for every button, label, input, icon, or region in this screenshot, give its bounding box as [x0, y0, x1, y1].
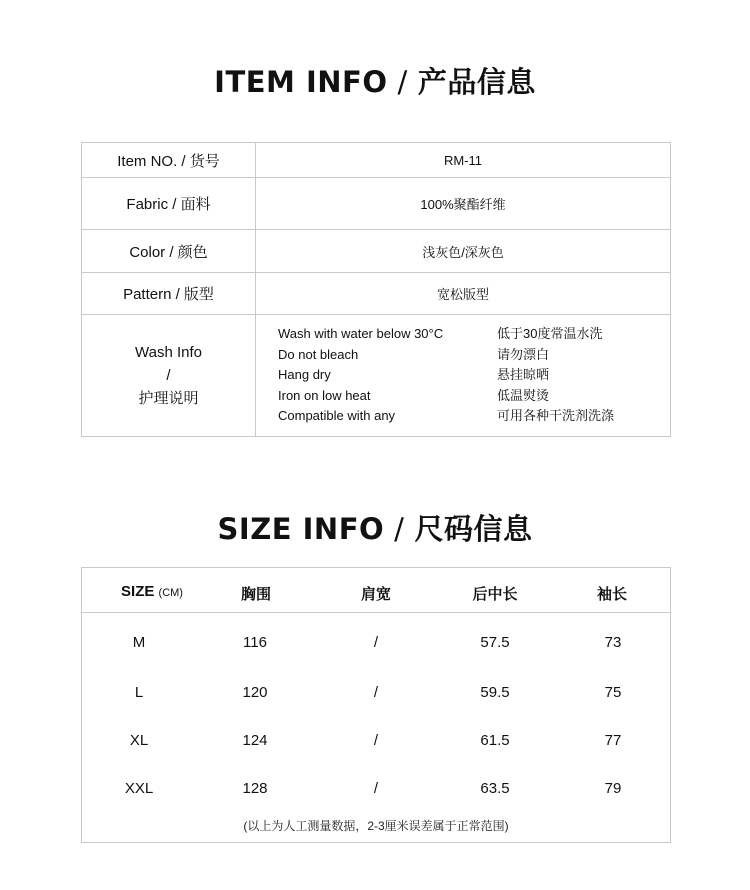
size-info-title-en: SIZE INFO	[217, 512, 385, 546]
size-info-title-separator: /	[394, 512, 405, 546]
header-length: 后中长	[472, 586, 518, 603]
shoulder-cell: /	[373, 634, 379, 651]
chest-cell: 116	[243, 634, 267, 651]
length-cell: 61.5	[480, 732, 510, 749]
wash-info-label	[82, 315, 256, 436]
wash-instruction-en: Iron on low heat	[278, 387, 371, 403]
wash-instruction-cn: 请勿漂白	[497, 346, 550, 362]
size-row	[82, 684, 670, 704]
size-row	[82, 780, 670, 800]
pattern-label: Pattern / 版型	[82, 273, 256, 314]
size-cell: XL	[129, 732, 149, 749]
shoulder-cell: /	[373, 732, 379, 749]
header-chest: 胸围	[240, 586, 272, 603]
sleeve-cell: 79	[604, 780, 622, 797]
wash-info-label-cn: 护理说明	[138, 390, 199, 407]
item-info-title	[0, 60, 750, 101]
wash-info-label-separator: /	[166, 367, 171, 384]
length-cell: 59.5	[480, 684, 510, 701]
wash-instruction-en: Wash with water below 30°C	[278, 326, 444, 342]
size-info-title-cn: 尺码信息	[414, 512, 533, 546]
sleeve-cell: 73	[604, 634, 622, 651]
wash-info-value	[256, 315, 670, 436]
size-cell: M	[132, 634, 146, 651]
fabric-label: Fabric / 面料	[82, 178, 256, 229]
header-size	[121, 583, 183, 600]
wash-instruction-cn: 低于30度常温水洗	[497, 326, 603, 342]
item-number-label: Item NO. / 货号	[82, 143, 256, 177]
header-shoulder: 肩宽	[360, 586, 392, 603]
pattern-value: 宽松版型	[436, 287, 489, 302]
chest-cell: 128	[242, 780, 268, 797]
length-cell: 63.5	[480, 780, 510, 797]
wash-instruction-en: Do not bleach	[278, 346, 359, 362]
wash-instructions	[278, 325, 614, 426]
wash-instruction-cn: 低温熨烫	[497, 387, 550, 403]
fabric-value: 100%聚酯纤维	[420, 197, 506, 212]
measurement-note: (以上为人工测量数据，2-3厘米误差属于正常范围)	[243, 819, 509, 833]
size-row	[82, 634, 670, 654]
item-info-title-cn: 产品信息	[417, 65, 536, 99]
wash-info-label-en: Wash Info	[135, 344, 202, 361]
size-info-title	[0, 507, 750, 548]
sleeve-cell: 75	[604, 684, 622, 701]
chest-cell: 120	[242, 684, 268, 701]
header-sleeve: 袖长	[596, 586, 628, 603]
pattern-row	[82, 273, 670, 315]
wash-info-row	[82, 315, 670, 436]
item-info-title-en: ITEM INFO	[214, 65, 388, 99]
fabric-row	[82, 178, 670, 230]
chest-cell: 124	[242, 732, 268, 749]
color-row	[82, 230, 670, 273]
item-info-title-separator: /	[397, 65, 408, 99]
wash-instruction-en: Hang dry	[278, 367, 331, 383]
shoulder-cell: /	[373, 684, 379, 701]
size-cell: L	[134, 684, 144, 701]
size-cell: XXL	[124, 780, 154, 797]
header-size-unit: (CM)	[158, 587, 183, 599]
wash-instruction-en: Compatible with any	[278, 408, 396, 424]
item-number-value: RM-11	[443, 152, 483, 168]
item-number-row	[82, 143, 670, 178]
size-row	[82, 732, 670, 752]
length-cell: 57.5	[480, 634, 510, 651]
item-info-table	[81, 142, 671, 437]
header-size-label: SIZE	[121, 583, 155, 600]
shoulder-cell: /	[373, 780, 379, 797]
wash-instruction-cn: 可用各种干洗剂洗涤	[497, 408, 615, 424]
wash-instruction-cn: 悬挂晾晒	[497, 367, 550, 383]
size-info-table	[81, 567, 671, 843]
color-label: Color / 颜色	[82, 230, 256, 272]
sleeve-cell: 77	[604, 732, 622, 749]
color-value: 浅灰色/深灰色	[422, 244, 504, 260]
size-table-header	[82, 568, 670, 613]
